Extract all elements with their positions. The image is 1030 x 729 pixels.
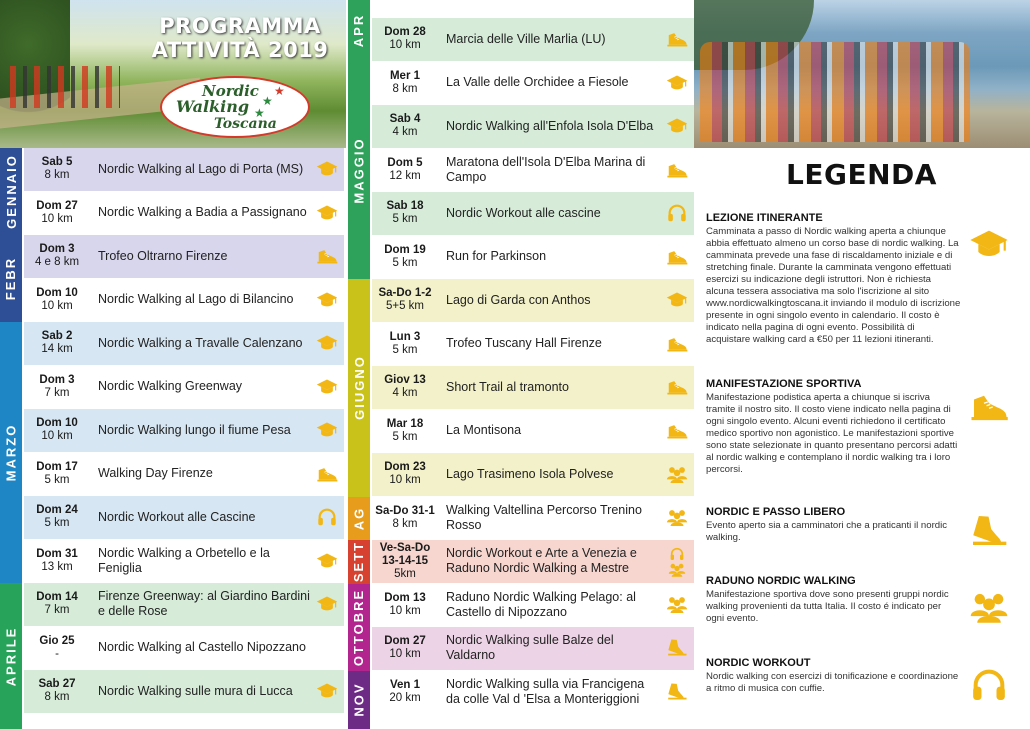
event-date	[24, 461, 90, 487]
event-distance: 7 km	[44, 386, 70, 399]
event-date	[372, 287, 438, 313]
event-distance: 5 km	[392, 256, 418, 269]
event-row	[372, 236, 694, 279]
event-day: Dom 3	[39, 373, 75, 386]
star-icon: ★	[254, 106, 265, 120]
headphones-icon	[660, 202, 694, 224]
event-row	[372, 584, 694, 627]
event-day: Giov 13	[384, 374, 426, 387]
event-title: Nordic Walking lungo il fiume Pesa	[98, 422, 291, 437]
event-distance: 4 km	[392, 387, 418, 400]
legend-item	[706, 575, 961, 625]
pole-icon	[964, 515, 1014, 547]
event-day: Dom 13	[384, 591, 426, 604]
month-name: FEBR	[3, 256, 19, 301]
event-date	[372, 679, 438, 705]
event-row	[372, 105, 694, 148]
event-day: Ven 1	[389, 678, 421, 691]
legend-text: Nordic walking con esercizi di tonificazione e coordinazione a ritmo di musica con cuffie.	[706, 671, 959, 694]
pole-icon	[660, 639, 694, 657]
legend-item	[706, 378, 961, 476]
cap-icon	[310, 291, 344, 309]
event-date	[24, 548, 90, 574]
event-distance: 10 km	[389, 39, 421, 52]
event-row	[24, 148, 344, 191]
event-row	[372, 192, 694, 235]
event-distance: 5 km	[392, 343, 418, 356]
event-day: Dom 3	[39, 243, 75, 256]
cap-icon	[310, 160, 344, 178]
walkers-group-image	[700, 42, 970, 142]
shoe-icon	[310, 466, 344, 483]
event-title: Nordic Walking al Lago di Porta (MS)	[98, 161, 304, 176]
event-title: Trofeo Tuscany Hall Firenze	[446, 336, 602, 351]
event-title: Nordic Walking sulle mura di Lucca	[98, 683, 293, 698]
shoe-icon	[660, 31, 694, 48]
event-distance: 4 km	[392, 126, 418, 139]
event-day: Mar 18	[386, 417, 424, 430]
event-row	[24, 235, 344, 278]
headphones-group-icon	[660, 546, 694, 577]
event-row	[372, 671, 694, 714]
legend-heading: LEZIONE ITINERANTE	[706, 212, 823, 224]
legend-text: Manifestazione podistica aperta a chiunque si iscriva tramite il nostro sito. Il costo viene indicato nella pagina di ogni singolo evento. Alcuni eventi richiedono il certificato medico sportivo non agonistico. Le manifestazioni sportive sono state selezionate in quanto presentano percorsi adatti al nordic walking e contemplano il nordic walking tra i loro percorsi.	[706, 392, 958, 475]
month-label-aprile	[0, 583, 22, 729]
event-row	[24, 670, 344, 713]
month-label-sett	[348, 540, 370, 584]
legend-item	[706, 657, 961, 695]
event-date	[24, 330, 90, 356]
event-distance: 5 km	[392, 213, 418, 226]
event-title: Nordic Walking al Castello Nipozzano	[98, 640, 306, 655]
event-day: Sab 2	[41, 330, 73, 343]
event-row	[372, 366, 694, 409]
event-date	[372, 244, 438, 270]
month-name: GIUGNO	[351, 355, 367, 421]
group-icon	[660, 508, 694, 527]
event-title: Firenze Greenway: al Giardino Bardini e delle Rose	[98, 589, 310, 619]
event-title: Nordic Walking a Badia a Passignano	[98, 205, 307, 220]
event-day: Dom 17	[36, 460, 78, 473]
event-day: Sa-Do 1-2	[378, 287, 432, 300]
event-day: Gio 25	[39, 634, 75, 647]
title-line-2: ATTIVITÀ 2019	[151, 38, 329, 62]
month-label-marzo	[0, 322, 22, 583]
month-name: APRILE	[3, 626, 19, 686]
event-day: Sab 27	[38, 678, 76, 691]
event-date	[24, 156, 90, 182]
event-row	[372, 18, 694, 61]
month-label-ottobre	[348, 584, 370, 671]
event-row	[372, 453, 694, 496]
group-photo	[694, 0, 1030, 148]
cap-icon	[310, 334, 344, 352]
shoe-icon	[660, 162, 694, 179]
page-title	[140, 14, 340, 62]
event-day: Dom 31	[36, 547, 78, 560]
shoe-icon	[964, 392, 1014, 422]
shoe-icon	[660, 379, 694, 396]
legend-heading: MANIFESTAZIONE SPORTIVA	[706, 378, 862, 390]
event-date	[24, 678, 90, 704]
event-distance: 10 km	[389, 604, 421, 617]
headphones-icon	[964, 665, 1014, 705]
event-row	[372, 62, 694, 105]
event-title: La Montisona	[446, 423, 522, 438]
event-row	[372, 540, 694, 583]
event-date	[24, 417, 90, 443]
group-icon	[964, 590, 1014, 624]
event-day: Dom 23	[384, 461, 426, 474]
event-date	[24, 200, 90, 226]
event-title: Nordic Walking a Orbetello e la Feniglia	[98, 545, 270, 575]
event-distance: 14 km	[41, 343, 73, 356]
event-date	[372, 70, 438, 96]
pole-icon	[660, 683, 694, 701]
event-title: Walking Valtellina Percorso Trenino Rosso	[446, 502, 642, 532]
legend-text: Manifestazione sportiva dove sono presenti gruppi nordic walking provenienti da tutta Italia. Il costo é indicato per ogni evento.	[706, 589, 949, 624]
event-day: Sab 18	[386, 200, 424, 213]
event-date	[372, 635, 438, 661]
event-date	[372, 505, 438, 531]
event-day: Sab 5	[41, 156, 73, 169]
event-title: Nordic Walking all'Enfola Isola D'Elba	[446, 118, 654, 133]
event-day: Lun 3	[389, 330, 421, 343]
event-row	[24, 496, 344, 539]
event-row	[24, 583, 344, 626]
shoe-icon	[660, 423, 694, 440]
event-title: Nordic Workout alle Cascine	[98, 509, 256, 524]
event-day: Dom 27	[36, 199, 78, 212]
event-title: Lago di Garda con Anthos	[446, 292, 591, 307]
shoe-icon	[660, 336, 694, 353]
event-day: Dom 10	[36, 417, 78, 430]
event-distance: -	[55, 647, 59, 660]
cap-icon	[660, 74, 694, 92]
event-distance: 10 km	[41, 430, 73, 443]
event-day: Dom 24	[36, 504, 78, 517]
group-icon	[660, 465, 694, 484]
star-icon: ★	[274, 84, 285, 98]
month-name: MAGGIO	[351, 137, 367, 204]
title-line-1: PROGRAMMA	[159, 14, 321, 38]
month-name: GENNAIO	[3, 154, 19, 229]
event-title: Nordic Walking a Travalle Calenzano	[98, 335, 303, 350]
cap-icon	[310, 552, 344, 570]
event-distance: 5 km	[44, 473, 70, 486]
event-title: Short Trail al tramonto	[446, 379, 569, 394]
event-day: Dom 14	[36, 591, 78, 604]
cap-icon	[310, 595, 344, 613]
month-label-nov	[348, 671, 370, 729]
month-label-apr	[348, 0, 370, 62]
event-row	[24, 627, 344, 670]
cap-icon	[964, 228, 1014, 260]
event-day: Ve-Sa-Do 13-14-15	[379, 541, 431, 567]
month-name: APR	[351, 14, 367, 48]
event-distance: 8 km	[392, 82, 418, 95]
cap-icon	[310, 421, 344, 439]
event-date	[372, 418, 438, 444]
event-date	[24, 591, 90, 617]
event-date	[372, 374, 438, 400]
event-title: La Valle delle Orchidee a Fiesole	[446, 75, 629, 90]
event-title: Run for Parkinson	[446, 249, 547, 264]
event-title: Nordic Walking sulla via Francigena da colle Val d 'Elsa a Monteriggioni	[446, 676, 645, 706]
legend-heading: RADUNO NORDIC WALKING	[706, 575, 856, 587]
event-day: Dom 5	[387, 156, 423, 169]
cap-icon	[660, 117, 694, 135]
legend-title: LEGENDA	[786, 158, 937, 191]
event-distance: 5km	[394, 567, 416, 580]
event-distance: 10 km	[41, 299, 73, 312]
event-date	[372, 157, 438, 183]
event-day: Sab 4	[389, 113, 421, 126]
event-date	[24, 287, 90, 313]
logo-line-2: Walking	[176, 97, 250, 116]
event-title: Maratona dell'Isola D'Elba Marina di Campo	[446, 154, 646, 184]
star-icon: ★	[262, 94, 273, 108]
event-title: Nordic Walking sulle Balze del Valdarno	[446, 633, 614, 663]
legend-text: Camminata a passo di Nordic walking aperta a chiunque abbia effettuato almeno un corso base di nordic walking. La camminata prevede una fase di riscaldamento iniziale e di stretching finale. Durante la camminata vengono effettuati esercizi su indicazione degli istruttori. Non è richiesta alcuna tessera associativa ma solo l'iscrizione al sito www.nordicwalkingtoscana.it inviando il modulo di iscrizione presente in ogni singolo evento in calendario. Il costo è indicato nella pagina di ogni evento. Possibilità di acquistare walking card a €50 per 11 lezioni itineranti.	[706, 226, 961, 345]
event-title: Nordic Workout e Arte a Venezia e Raduno Nordic Walking a Mestre	[446, 546, 637, 576]
event-date	[372, 592, 438, 618]
month-label-giugno	[348, 279, 370, 497]
legend-item	[706, 212, 961, 346]
event-distance: 20 km	[389, 691, 421, 704]
event-row	[24, 409, 344, 452]
event-title: Trofeo Oltrarno Firenze	[98, 248, 228, 263]
event-title: Raduno Nordic Walking Pelago: al Castello di Nipozzano	[446, 589, 636, 619]
event-title: Nordic Walking al Lago di Bilancino	[98, 292, 294, 307]
event-title: Walking Day Firenze	[98, 466, 213, 481]
cap-icon	[310, 682, 344, 700]
month-name: OTTOBRE	[351, 588, 367, 666]
event-distance: 8 km	[392, 517, 418, 530]
logo-line-3: Toscana	[214, 116, 277, 132]
event-date	[24, 243, 90, 269]
month-label-febr	[0, 235, 22, 322]
event-row	[372, 497, 694, 540]
event-distance: 4 e 8 km	[34, 256, 80, 269]
event-row	[24, 453, 344, 496]
month-name: NOV	[351, 682, 367, 717]
event-day: Dom 27	[384, 635, 426, 648]
month-label-ag	[348, 497, 370, 541]
event-distance: 13 km	[41, 560, 73, 573]
event-distance: 8 km	[44, 691, 70, 704]
event-row	[24, 540, 344, 583]
header-photo	[0, 0, 346, 148]
event-day: Mer 1	[389, 69, 421, 82]
event-row	[372, 149, 694, 192]
event-distance: 8 km	[44, 169, 70, 182]
shoe-icon	[310, 248, 344, 265]
event-date	[372, 542, 438, 581]
month-name: AG	[351, 506, 367, 530]
event-row	[372, 279, 694, 322]
headphones-icon	[310, 506, 344, 528]
event-title: Nordic Workout alle cascine	[446, 205, 601, 220]
event-day: Dom 19	[384, 243, 426, 256]
event-date	[24, 374, 90, 400]
event-date	[372, 200, 438, 226]
event-title: Marcia delle Ville Marlia (LU)	[446, 31, 606, 46]
event-date	[372, 461, 438, 487]
event-row	[24, 322, 344, 365]
logo-line-1: Nordic	[202, 82, 259, 100]
event-day: Sa-Do 31-1	[375, 504, 435, 517]
event-distance: 7 km	[44, 604, 70, 617]
cap-icon	[660, 291, 694, 309]
event-distance: 10 km	[389, 648, 421, 661]
event-row	[24, 366, 344, 409]
month-name: SETT	[351, 541, 367, 583]
cap-icon	[310, 204, 344, 222]
event-day: Dom 10	[36, 286, 78, 299]
event-title: Nordic Walking Greenway	[98, 379, 243, 394]
event-distance: 12 km	[389, 169, 421, 182]
nordic-walking-toscana-logo	[160, 76, 310, 138]
event-distance: 5+5 km	[385, 300, 425, 313]
group-icon	[660, 595, 694, 614]
event-distance: 10 km	[389, 474, 421, 487]
event-row	[372, 323, 694, 366]
event-distance: 5 km	[392, 430, 418, 443]
cap-icon	[310, 378, 344, 396]
event-day: Dom 28	[384, 26, 426, 39]
shoe-icon	[660, 249, 694, 266]
legend-heading: NORDIC WORKOUT	[706, 657, 811, 669]
event-distance: 10 km	[41, 212, 73, 225]
legend-item	[706, 506, 961, 544]
event-date	[372, 331, 438, 357]
event-row	[24, 192, 344, 235]
legend-heading: NORDIC E PASSO LIBERO	[706, 506, 846, 518]
walkers-group-image	[10, 66, 120, 108]
event-date	[372, 113, 438, 139]
event-row	[372, 627, 694, 670]
event-title: Lago Trasimeno Isola Polvese	[446, 466, 614, 481]
event-date	[24, 635, 90, 661]
legend-text: Evento aperto sia a camminatori che a praticanti il nordic walking.	[706, 520, 948, 543]
event-date	[372, 26, 438, 52]
event-row	[372, 410, 694, 453]
event-distance: 5 km	[44, 517, 70, 530]
event-row	[24, 279, 344, 322]
event-date	[24, 504, 90, 530]
month-name: MARZO	[3, 423, 19, 482]
month-label-maggio	[348, 62, 370, 280]
month-label-gennaio	[0, 148, 22, 235]
